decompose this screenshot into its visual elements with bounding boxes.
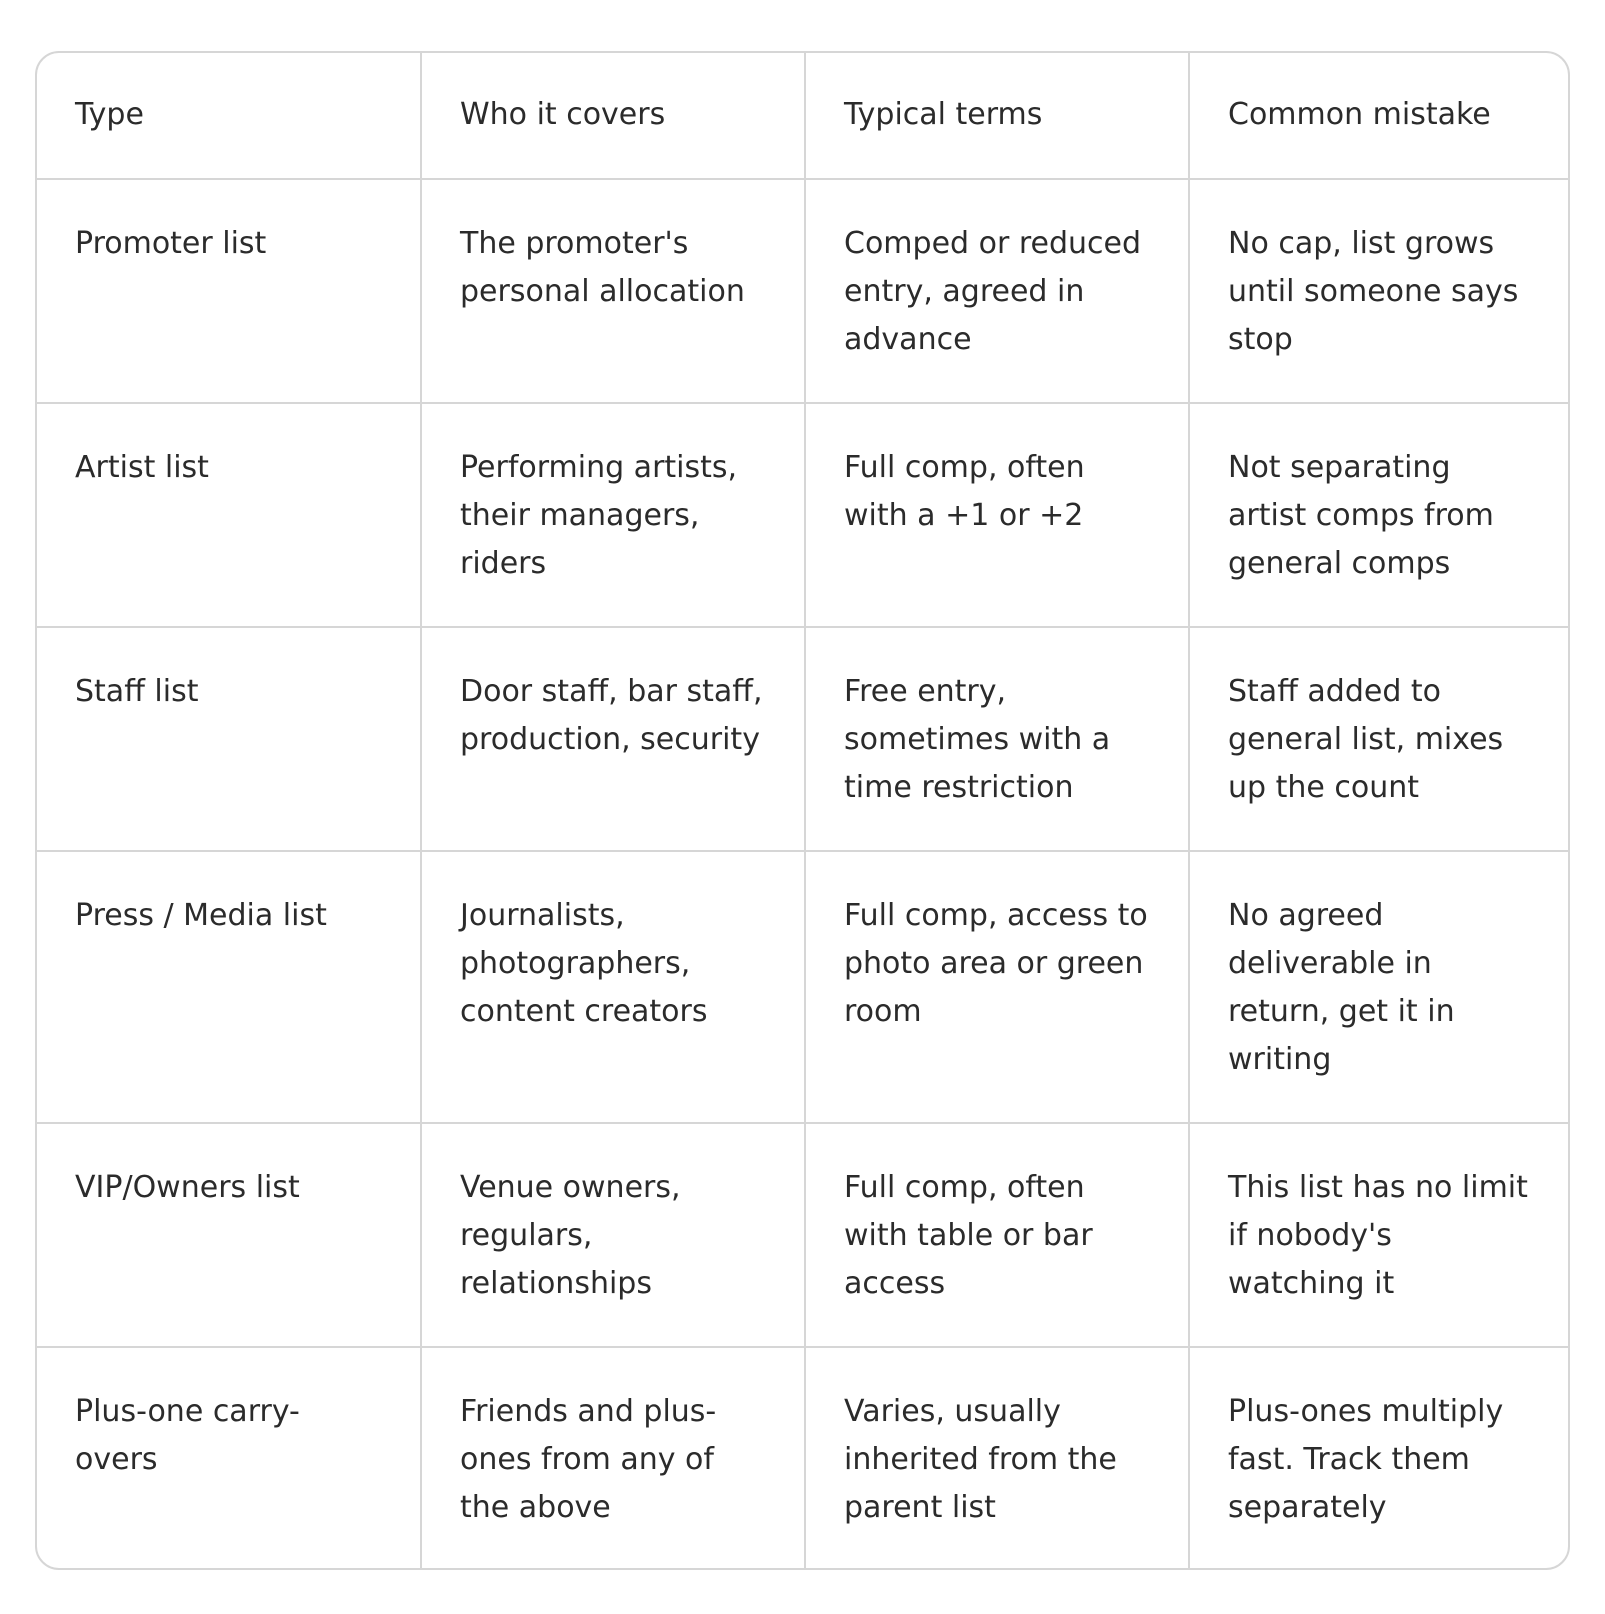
header-who-it-covers: Who it covers bbox=[421, 53, 805, 179]
cell-who-it-covers: Friends and plus-ones from any of the above bbox=[421, 1347, 805, 1568]
cell-typical-terms: Full comp, often with table or bar access bbox=[805, 1123, 1189, 1347]
cell-typical-terms: Varies, usually inherited from the parent list bbox=[805, 1347, 1189, 1568]
cell-type: VIP/Owners list bbox=[37, 1123, 421, 1347]
header-type: Type bbox=[37, 53, 421, 179]
cell-type: Plus-one carry-overs bbox=[37, 1347, 421, 1568]
cell-common-mistake: No agreed deliverable in return, get it in writing bbox=[1189, 851, 1568, 1123]
table bbox=[37, 53, 1568, 1568]
cell-who-it-covers: Venue owners, regulars, relationships bbox=[421, 1123, 805, 1347]
cell-type: Press / Media list bbox=[37, 851, 421, 1123]
cell-common-mistake: No cap, list grows until someone says stop bbox=[1189, 179, 1568, 403]
table-row bbox=[37, 627, 1568, 851]
cell-type: Artist list bbox=[37, 403, 421, 627]
cell-type: Staff list bbox=[37, 627, 421, 851]
cell-typical-terms: Free entry, sometimes with a time restriction bbox=[805, 627, 1189, 851]
header-typical-terms: Typical terms bbox=[805, 53, 1189, 179]
cell-who-it-covers: Door staff, bar staff, production, security bbox=[421, 627, 805, 851]
cell-who-it-covers: The promoter's personal allocation bbox=[421, 179, 805, 403]
cell-common-mistake: Staff added to general list, mixes up the count bbox=[1189, 627, 1568, 851]
table-header-row bbox=[37, 53, 1568, 179]
cell-typical-terms: Full comp, access to photo area or green room bbox=[805, 851, 1189, 1123]
cell-common-mistake: This list has no limit if nobody's watching it bbox=[1189, 1123, 1568, 1347]
cell-common-mistake: Plus-ones multiply fast. Track them separately bbox=[1228, 1394, 1504, 1525]
cell-who-it-covers: Performing artists, their managers, riders bbox=[421, 403, 805, 627]
table-row bbox=[37, 179, 1568, 403]
cell-typical-terms: Full comp, often with a +1 or +2 bbox=[805, 403, 1189, 627]
table-row bbox=[37, 1123, 1568, 1347]
table-row bbox=[37, 851, 1568, 1123]
cell-common-mistake: Not separating artist comps from general comps bbox=[1189, 403, 1568, 627]
cell-who-it-covers: Journalists, photographers, content creators bbox=[421, 851, 805, 1123]
guest-list-types-table bbox=[35, 51, 1570, 1570]
table-row bbox=[37, 403, 1568, 627]
cell-typical-terms: Comped or reduced entry, agreed in advance bbox=[805, 179, 1189, 403]
table-row bbox=[37, 1347, 1568, 1568]
cell-type: Promoter list bbox=[37, 179, 421, 403]
header-common-mistake: Common mistake bbox=[1189, 53, 1568, 179]
